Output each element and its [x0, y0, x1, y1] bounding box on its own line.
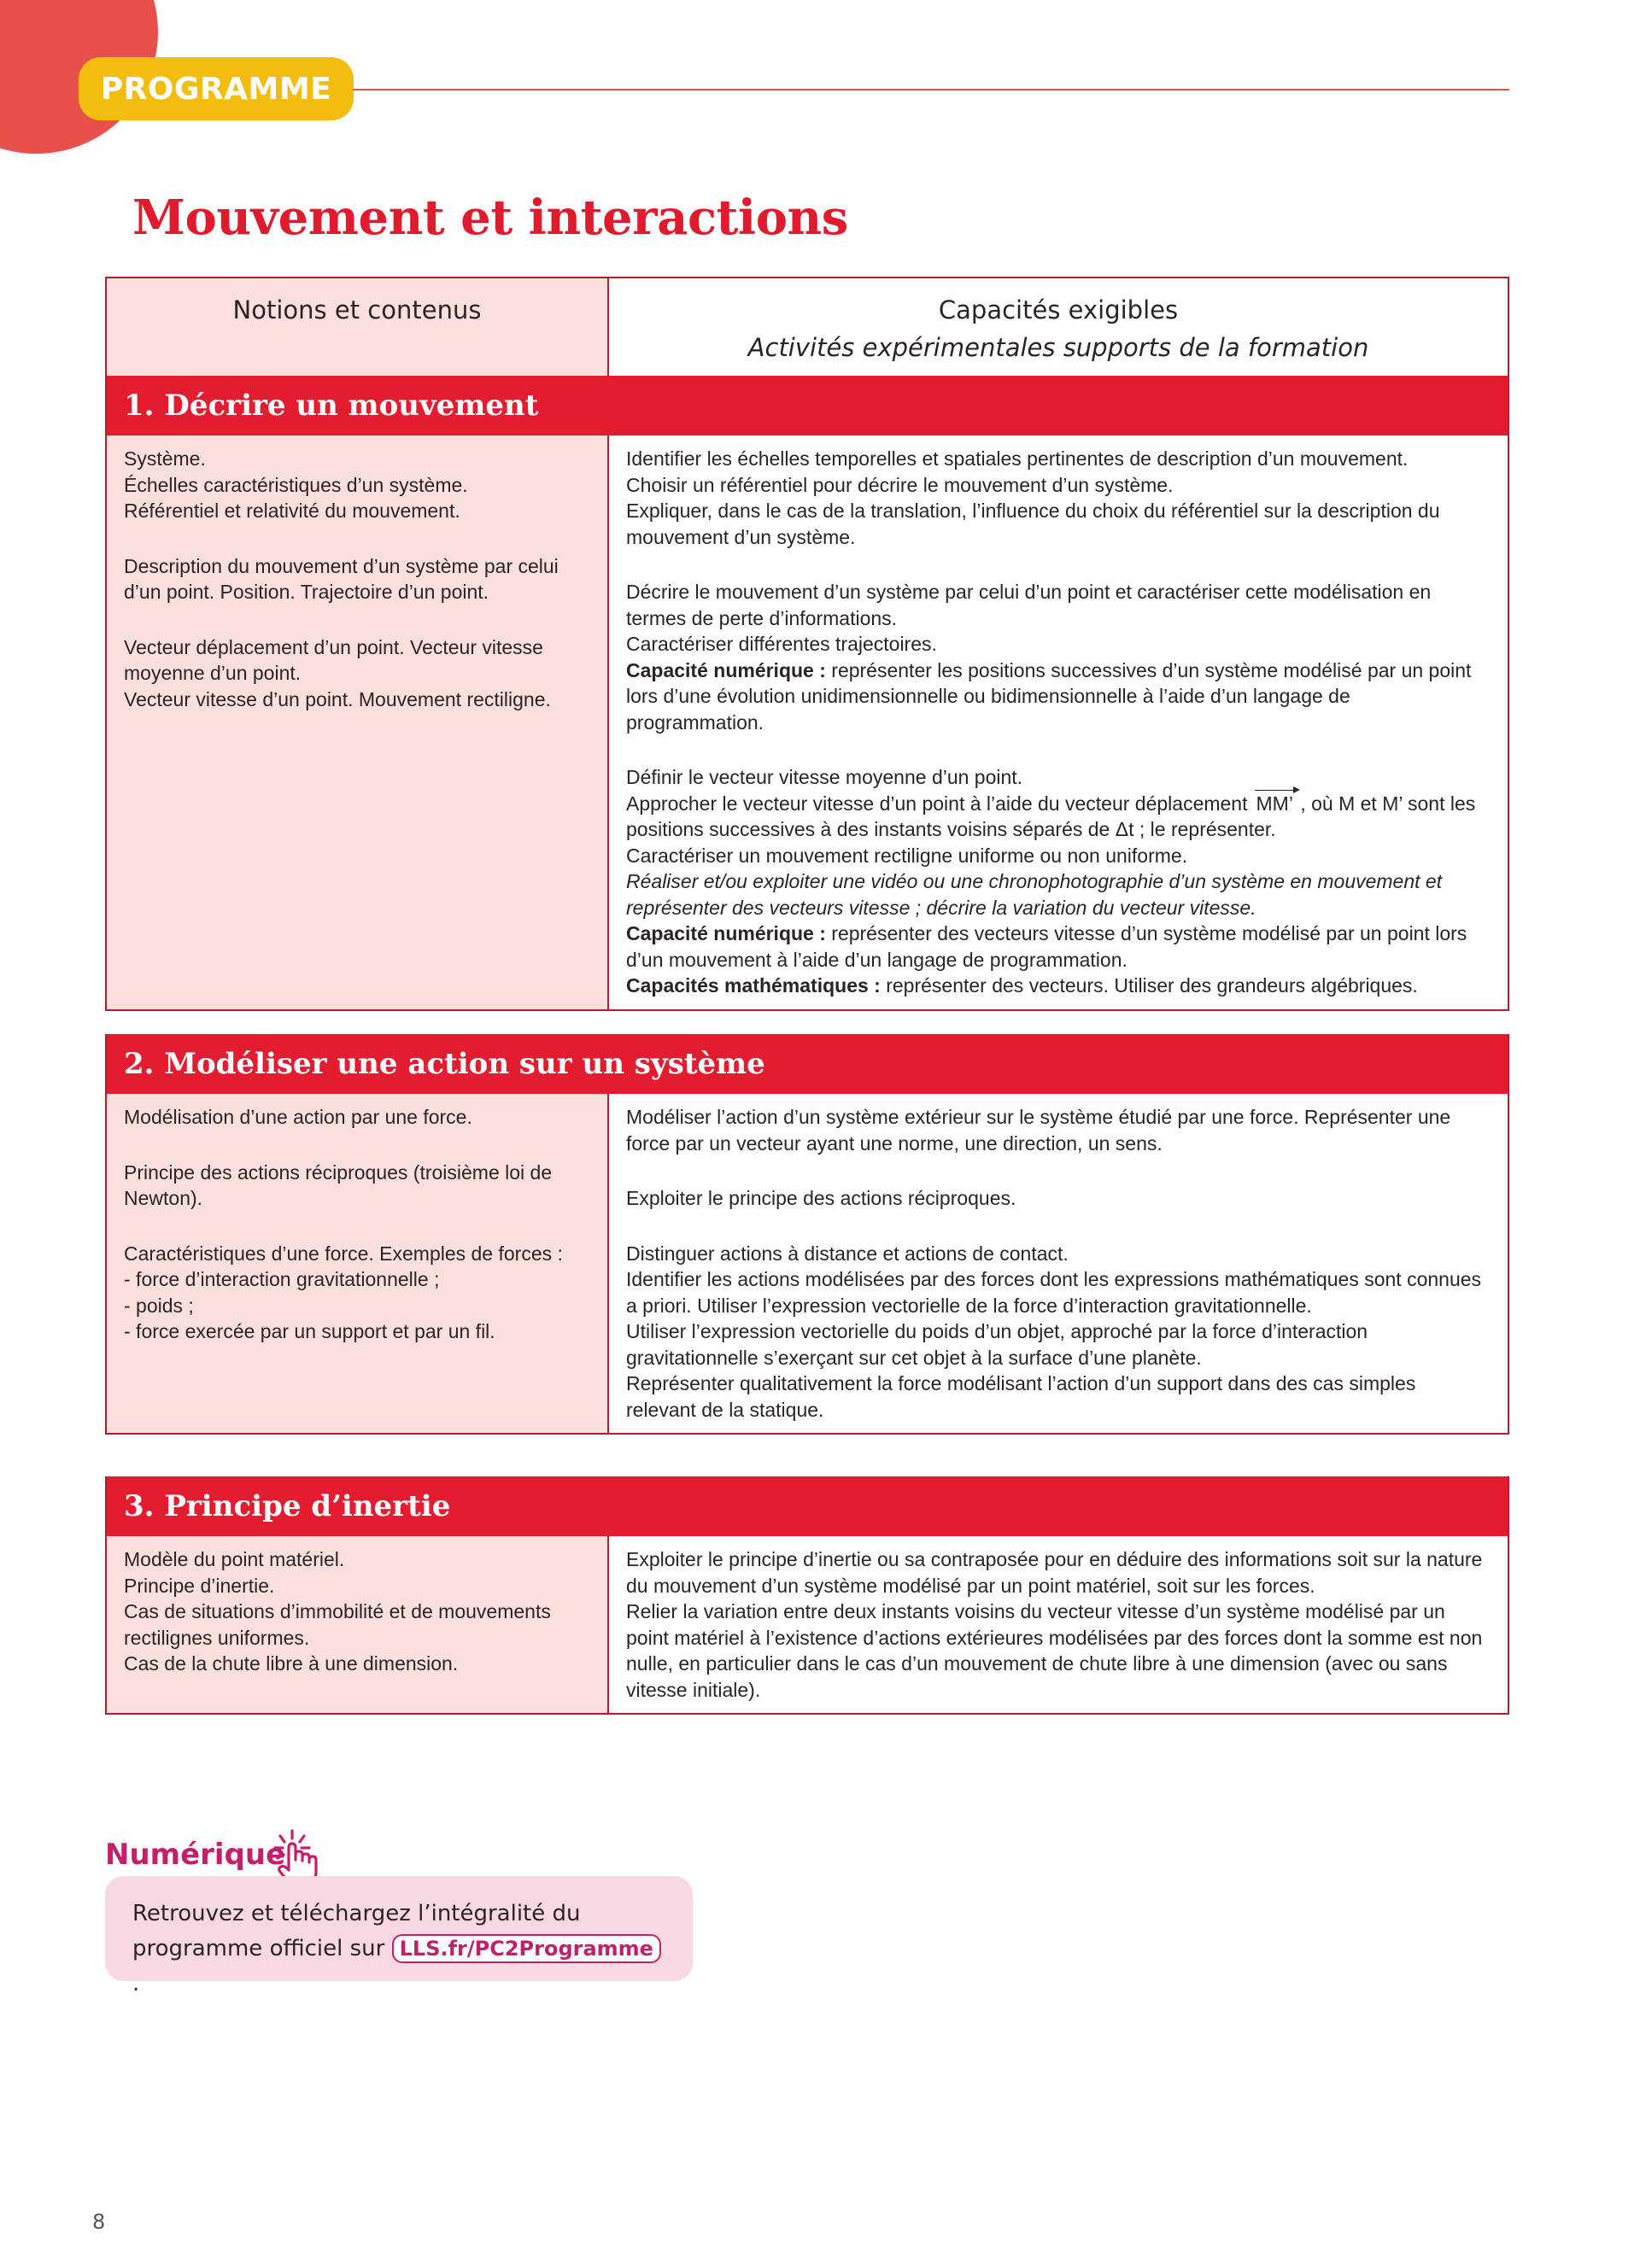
capacite-label: Capacité numérique :	[626, 922, 826, 944]
capacite-line	[626, 973, 1491, 999]
capacite-text: Modéliser l’action d’un système extérieur sur le système étudié par une force. Représenter une force par un vecteur ayant une norme, une direction, un sens.	[626, 1106, 1451, 1154]
capacite-line	[626, 1599, 1491, 1703]
capacite-text: Exploiter le principe d’inertie ou sa contraposée pour en déduire des informations soit sur la nature du mouvement d’un système modélisé par un point matériel, soit sur les forces.	[626, 1548, 1483, 1597]
capacite-text: Décrire le mouvement d’un système par celui d’un point et caractériser cette modélisation en termes de perte d’informations.	[626, 581, 1432, 629]
capacite-text: Identifier les actions modélisées par des forces dont les expressions mathématiques sont connues a priori. Utiliser l’expression vectorielle de la force d’interaction gravitationnelle.	[626, 1268, 1482, 1317]
notion-line: Système.	[124, 447, 206, 470]
column-header-notions-label: Notions et contenus	[232, 295, 482, 324]
capacite-text: Réaliser et/ou exploiter une vidéo ou une chronophotographie d’un système en mouvement et représenter des vecteurs vitesse ; décrire la variation du vecteur vitesse.	[626, 870, 1443, 919]
column-header-capacites	[609, 278, 1508, 376]
programme-link[interactable]: LLS.fr/PC2Programme	[392, 1934, 661, 1963]
capacite-line	[626, 843, 1491, 869]
capacite-text: Caractériser un mouvement rectiligne uniforme ou non uniforme.	[626, 844, 1188, 867]
capacite-block	[626, 1185, 1491, 1212]
capacite-line	[626, 498, 1491, 550]
capacite-line	[626, 579, 1491, 631]
section-badge: PROGRAMME	[79, 57, 354, 120]
capacite-line	[626, 1185, 1491, 1212]
capacite-line	[626, 1266, 1491, 1318]
capacite-label: Capacités mathématiques :	[626, 974, 881, 997]
notion-line: Cas de la chute libre à une dimension.	[124, 1652, 459, 1675]
capacite-line	[626, 791, 1491, 843]
notion-line: - force d’interaction gravitationnelle ;	[124, 1268, 440, 1290]
capacite-line	[626, 1318, 1491, 1371]
capacite-line	[626, 472, 1491, 499]
notion-block	[124, 1104, 590, 1131]
capacite-text: Caractériser différentes trajectoires.	[626, 633, 937, 655]
notions-cell	[107, 1094, 609, 1433]
capacite-text: Définir le vecteur vitesse moyenne d’un point.	[626, 766, 1023, 788]
section-body-1	[107, 435, 1508, 1009]
capacite-text: Approcher le vecteur vitesse d’un point à l’aide du vecteur déplacement	[626, 792, 1248, 815]
notion-line: Caractéristiques d’une force. Exemples de forces :	[124, 1242, 563, 1265]
column-header-notions	[107, 278, 609, 376]
section-title-1: 1. Décrire un mouvement	[107, 376, 1508, 435]
notion-block	[124, 1160, 590, 1212]
capacite-line	[626, 764, 1491, 791]
capacite-text: Exploiter le principe des actions réciproques.	[626, 1187, 1016, 1209]
capacite-text: représenter des vecteurs vitesse d’un système modélisé par un point lors d’un mouvement à l’aide d’un langage de programmation.	[626, 922, 1467, 971]
capacite-text: Utiliser l’expression vectorielle du poids d’un objet, approché par la force d’interaction gravitationnelle s’exerçant sur cet objet à la surface d’une planète.	[626, 1320, 1368, 1369]
capacite-block	[626, 446, 1491, 550]
notion-block	[124, 634, 590, 713]
capacite-block	[626, 579, 1491, 735]
capacite-text: représenter les positions successives d’un système modélisé par un point lors d’une évolution unidimensionnelle ou bidimensionnelle à l’aide d’un langage de programmation.	[626, 658, 1472, 734]
notion-line: Échelles caractéristiques d’un système.	[124, 473, 468, 496]
vector-mm-prime: MM’	[1255, 791, 1295, 817]
programme-table-1	[105, 277, 1509, 1011]
page-number: 8	[92, 2210, 106, 2234]
capacite-line	[626, 446, 1491, 472]
capacite-block	[626, 1546, 1491, 1703]
capacite-text: Expliquer, dans le cas de la translation, l’influence du choix du référentiel sur la description du mouvement d’un système.	[626, 500, 1440, 548]
page-title: Mouvement et interactions	[132, 190, 848, 246]
notions-cell	[107, 435, 609, 1009]
column-subheader-activites: Activités expérimentales supports de la formation	[747, 333, 1369, 362]
capacites-cell	[609, 435, 1508, 1009]
capacite-line	[626, 1241, 1491, 1267]
capacite-line	[626, 1104, 1491, 1156]
notion-line: Modélisation d’une action par une force.	[124, 1106, 472, 1128]
notion-line: Vecteur déplacement d’un point. Vecteur vitesse moyenne d’un point.	[124, 635, 543, 684]
capacite-text: Identifier les échelles temporelles et spatiales pertinentes de description d’un mouvement.	[626, 447, 1409, 470]
capacite-text: représenter des vecteurs. Utiliser des grandeurs algébriques.	[880, 974, 1418, 997]
notion-block	[124, 1241, 590, 1345]
table-header-row	[107, 278, 1508, 376]
capacite-text: Choisir un référentiel pour décrire le mouvement d’un système.	[626, 473, 1174, 496]
capacite-line	[626, 1371, 1491, 1423]
capacite-line	[626, 658, 1491, 736]
capacite-text-after: , où M et M’ sont les positions successives à des instants voisins séparés de Δt ; le représenter.	[626, 792, 1476, 840]
capacite-block	[626, 1104, 1491, 1156]
numerique-text: Retrouvez et téléchargez l’intégralité du programme officiel sur	[132, 1901, 581, 1961]
programme-table-3	[105, 1476, 1509, 1715]
notion-line: Modèle du point matériel.	[124, 1548, 345, 1570]
capacite-line	[626, 1546, 1491, 1599]
notion-block	[124, 1546, 590, 1677]
notions-cell	[107, 1536, 609, 1713]
numerique-text-end: .	[132, 1971, 140, 1996]
section-body-3	[107, 1536, 1508, 1713]
capacites-cell	[609, 1536, 1508, 1713]
notion-line: - poids ;	[124, 1294, 194, 1317]
numerique-box	[105, 1876, 693, 1996]
capacite-text: Relier la variation entre deux instants voisins du vecteur vitesse d’un système modélisé par un point matériel à l’existence d’actions extérieures modélisées par des forces dont la somme est non nulle, en particulier dans le cas d’un mouvement de chute libre à une dimension (avec ou sans vitesse initiale).	[626, 1600, 1483, 1701]
section-title-2: 2. Modéliser une action sur un système	[107, 1034, 1508, 1094]
section-body-2	[107, 1094, 1508, 1433]
notion-line: Vecteur vitesse d’un point. Mouvement rectiligne.	[124, 687, 551, 710]
capacite-label: Capacité numérique :	[626, 658, 826, 681]
notion-line: Cas de situations d’immobilité et de mouvements rectilignes uniformes.	[124, 1600, 551, 1649]
notion-block	[124, 553, 590, 605]
capacite-text: Représenter qualitativement la force modélisant l’action d’un support dans des cas simples relevant de la statique.	[626, 1372, 1416, 1421]
activite-experimentale-line	[626, 868, 1491, 921]
notion-line: Principe des actions réciproques (troisième loi de Newton).	[124, 1160, 553, 1209]
notion-line: Référentiel et relativité du mouvement.	[124, 500, 460, 522]
programme-table-2	[105, 1034, 1509, 1435]
header-rule	[353, 89, 1509, 91]
capacite-line	[626, 921, 1491, 973]
section-title-3: 3. Principe d’inertie	[107, 1476, 1508, 1536]
numerique-label: Numérique	[105, 1838, 286, 1872]
capacite-block	[626, 764, 1491, 999]
capacites-cell	[609, 1094, 1508, 1433]
capacite-text: Distinguer actions à distance et actions de contact.	[626, 1242, 1069, 1265]
capacite-line	[626, 631, 1491, 658]
column-header-capacites-label: Capacités exigibles	[938, 295, 1179, 324]
notion-block	[124, 446, 590, 524]
notion-line: - force exercée par un support et par un fil.	[124, 1320, 495, 1342]
notion-line: Description du mouvement d’un système par celui d’un point. Position. Trajectoire d’un point.	[124, 554, 559, 603]
capacite-block	[626, 1241, 1491, 1423]
notion-line: Principe d’inertie.	[124, 1574, 275, 1597]
